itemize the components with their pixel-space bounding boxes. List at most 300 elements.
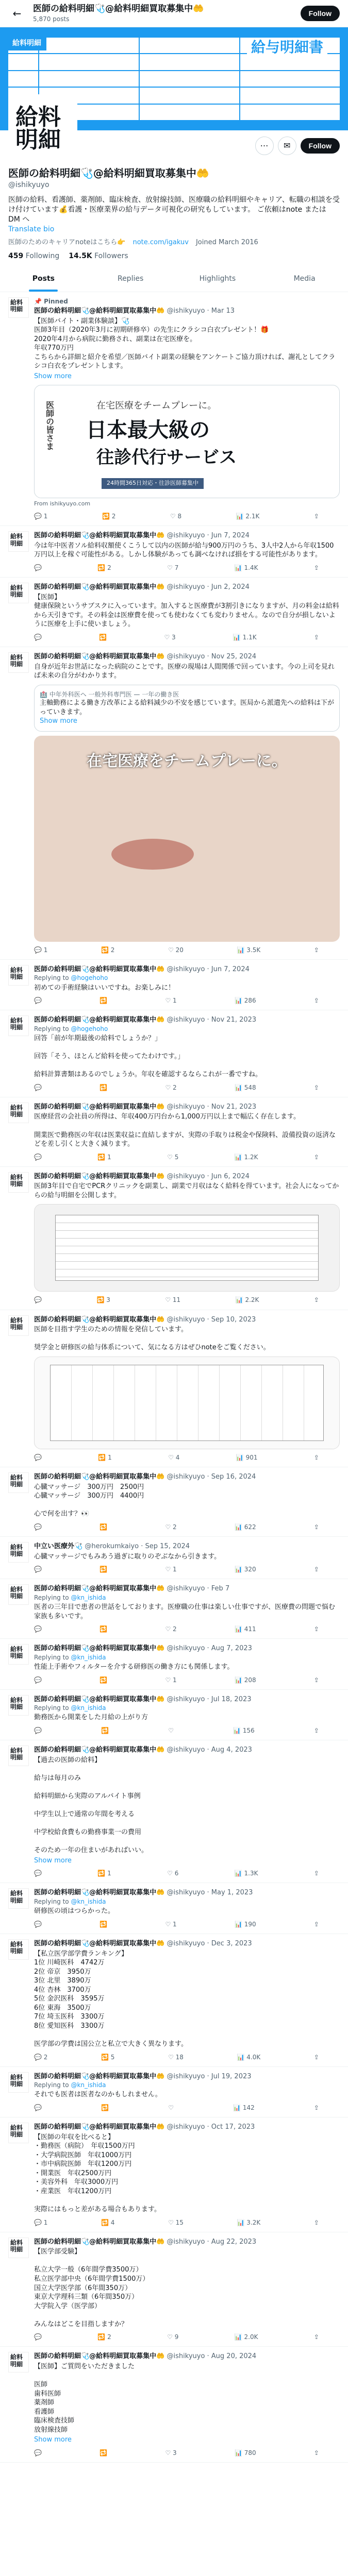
- tweet[interactable]: [0, 1579, 348, 1639]
- share-icon[interactable]: ⇪: [313, 1625, 319, 1633]
- tweet-text: 【私立医学部学費ランキング】 1位 川崎医科 4742万 2位 帝京 3950万 3位 北里 3890万 4位 杏林 3700万 5位 金沢医科 3595万 6位 東海 3500万 7位 埼玉医科 3300万 8位 愛知医科 3300万 医学部の学費は国公立と私立で大きく異なります。: [34, 1950, 188, 2048]
- views-icon[interactable]: 📊 1.1K: [233, 633, 257, 641]
- tweet[interactable]: [0, 1639, 348, 1689]
- tweet-avatar-text-1: 給料: [10, 1646, 23, 1653]
- views-icon[interactable]: 📊 901: [236, 1453, 258, 1461]
- tweet-text: 【医師バイト・副業体験談】🩺 医師3年目（2020年3月に初期研修卒）の先生にクラシコ白衣プレゼント！🎁 2020年4月から病院に勤務され、副業は在宅医療を。 年収770万円 こちらから詳細と紹介を希望／医師バイト副業の経験をアンケートご協力頂ければ、謝礼としてクラシコ白衣をプレゼントします。: [34, 317, 336, 370]
- tweet-header: [34, 652, 340, 662]
- tweet-handle-date: @ishikyuyo · Sep 16, 2024: [167, 1473, 256, 1481]
- tweet[interactable]: [0, 1883, 348, 1934]
- tweet-avatar-text-1: 給料: [10, 1696, 23, 1704]
- share-icon[interactable]: ⇪: [313, 513, 319, 520]
- profile-link[interactable]: note.com/igakuv: [132, 239, 189, 247]
- tweet[interactable]: [0, 1167, 348, 1310]
- tweet-avatar[interactable]: [8, 1584, 29, 1605]
- tweet[interactable]: [0, 578, 348, 647]
- retweet-icon[interactable]: 🔁: [99, 633, 107, 641]
- tweet-text: 心臓マッサージでもみあう過ぎに取りのぞぶなから引きます。: [34, 1552, 221, 1561]
- like-icon[interactable]: ♡ 2: [165, 1083, 177, 1091]
- tweet[interactable]: [0, 1097, 348, 1167]
- reply-icon[interactable]: 💬: [34, 2449, 42, 2456]
- tweet-avatar[interactable]: [8, 2123, 29, 2143]
- like-icon[interactable]: ♡: [168, 1727, 174, 1734]
- tweet-avatar-text-1: 給料: [10, 1316, 23, 1324]
- tweet-author[interactable]: 医師の給料明細🩺@給料明細買取募集中🤲: [34, 2123, 165, 2131]
- tweet-avatar-text-2: 明細: [10, 1592, 23, 1600]
- tab-media[interactable]: Media: [293, 274, 316, 283]
- retweet-icon[interactable]: 🔁: [101, 2104, 109, 2111]
- quote-text: 主軸勤務による働き方改革による給料減少の不安を感じています。医局から派遣先への給料は下がっていきます。: [40, 699, 334, 716]
- like-icon[interactable]: ♡ 18: [168, 2053, 184, 2061]
- tweet-text: 【過去の医師の給料】 給与は毎月のみ 給料明細から実際のアルバイト事例 中学生以上で通常の年間を考える 中学校給食費もの勤務事業一の費用 そのため一年の住まいがあればいい。: [34, 1756, 148, 1855]
- tweet-author[interactable]: 医師の給料明細🩺@給料明細買取募集中🤲: [34, 1473, 165, 1481]
- tweet-author[interactable]: 医師の給料明細🩺@給料明細買取募集中🤲: [34, 1645, 165, 1653]
- following-count: 459: [8, 252, 24, 260]
- show-more-link[interactable]: Show more: [34, 1856, 72, 1865]
- tweet-author[interactable]: 医師の給料明細🩺@給料明細買取募集中🤲: [34, 2072, 165, 2080]
- tweet-avatar-text-2: 明細: [10, 1652, 23, 1660]
- tweet-avatar[interactable]: [8, 1695, 29, 1716]
- reply-icon[interactable]: 💬: [34, 1153, 42, 1161]
- retweet-icon[interactable]: 🔁 2: [97, 2333, 111, 2341]
- retweet-icon[interactable]: 🔁: [100, 1566, 108, 1573]
- tweet-avatar[interactable]: [8, 2072, 29, 2093]
- tweet[interactable]: [0, 1690, 348, 1740]
- tweet-handle-date: @ishikyuyo · Jul 19, 2023: [167, 2072, 252, 2080]
- tweet-body: [34, 2123, 340, 2227]
- tweet[interactable]: [0, 960, 348, 1010]
- tweet[interactable]: [0, 526, 348, 578]
- tweet-avatar[interactable]: [8, 2238, 29, 2258]
- tweet[interactable]: [0, 2067, 348, 2117]
- quoted-tweet[interactable]: [34, 685, 340, 732]
- tweet-text: 【医学部受験】 私立大学一般（6年間学費3500万） 私立医学部中央（6年間学費1500万） 国立大学医学部（6年間350万） 東京大学理科三類（6年間350万） 大学院入学（医学部） みんなはどこを目指しますか？: [34, 2248, 150, 2328]
- tweet-text: 心臓マッサージ 300万円 2500円 心臓マッサージ 300万円 4400円 心で何を出す？👀: [34, 1483, 144, 1518]
- tweet-author[interactable]: 医師の給料明細🩺@給料明細買取募集中🤲: [34, 1889, 165, 1897]
- tweet-avatar-text-1: 給料: [10, 966, 23, 974]
- reply-icon[interactable]: 💬: [34, 1523, 42, 1531]
- tweet-handle-date: @ishikyuyo · Nov 21, 2023: [167, 1016, 257, 1024]
- tweet-text: 今は年中医者ソル給料収額使くこうして以内の医師が給与900万円のうち、3人中2人から年収1500万円以上を稼ぐ可能性がある。しかし体験があっても調べなければ損をする可能性があります。: [34, 541, 334, 559]
- reply-handle[interactable]: @kn_ishida: [71, 2081, 106, 2089]
- views-icon[interactable]: 📊 3.5K: [237, 946, 261, 954]
- tweet-actions: [34, 1296, 340, 1304]
- tweet-avatar[interactable]: [8, 1172, 29, 1193]
- like-icon[interactable]: ♡ 1: [165, 1920, 177, 1928]
- reply-icon[interactable]: 💬: [34, 1566, 42, 1573]
- reply-icon[interactable]: 💬: [34, 564, 42, 572]
- tweet-text: 初めての手術経験はいいですね。お楽しみに！: [34, 984, 175, 992]
- like-icon[interactable]: ♡ 4: [168, 1453, 180, 1461]
- tweet[interactable]: [0, 1537, 348, 1579]
- retweet-icon[interactable]: 🔁: [100, 1920, 108, 1928]
- like-icon[interactable]: ♡ 15: [168, 2218, 184, 2226]
- reply-icon[interactable]: 💬: [34, 1453, 42, 1461]
- share-icon[interactable]: ⇪: [313, 2449, 319, 2456]
- image-big-text: 日本最大級の: [86, 418, 210, 443]
- tweet-avatar-text-2: 明細: [10, 660, 23, 668]
- like-icon[interactable]: ♡ 2: [165, 1625, 177, 1633]
- reply-handle[interactable]: @kn_ishida: [71, 1898, 106, 1906]
- profile-bio: [8, 195, 340, 234]
- tweet-avatar-text-1: 給料: [10, 533, 23, 540]
- tweet[interactable]: [0, 1310, 348, 1467]
- tweet-actions: [34, 1153, 340, 1161]
- views-icon[interactable]: 📊 548: [234, 1083, 256, 1091]
- top-bar-title-block: [33, 3, 301, 23]
- retweet-icon[interactable]: 🔁 5: [101, 2053, 115, 2061]
- views-icon[interactable]: 📊 2.0K: [234, 2333, 258, 2341]
- more-options-icon[interactable]: ⋯: [255, 137, 274, 155]
- banner-side-label: 給料明細: [7, 37, 46, 50]
- tweet-body: [34, 1644, 340, 1684]
- retweet-icon[interactable]: 🔁: [100, 997, 108, 1005]
- tweet-avatar[interactable]: [8, 652, 29, 673]
- tweet-actions: [34, 512, 340, 520]
- tweet-author[interactable]: 医師の給料明細🩺@給料明細買取募集中🤲: [34, 307, 165, 315]
- retweet-icon[interactable]: 🔁 1: [97, 1153, 111, 1161]
- tweet-actions: [34, 2333, 340, 2341]
- tweet-avatar-text-2: 明細: [10, 2131, 23, 2139]
- tweet-body: [34, 1015, 340, 1092]
- reply-icon[interactable]: 💬: [34, 2333, 42, 2341]
- views-icon[interactable]: 📊 780: [234, 2449, 256, 2456]
- tweet-avatar[interactable]: [8, 1015, 29, 1036]
- reply-icon[interactable]: 💬: [34, 1727, 42, 1734]
- like-icon[interactable]: ♡ 8: [170, 513, 182, 520]
- share-icon[interactable]: ⇪: [313, 564, 319, 572]
- views-icon[interactable]: 📊 1.4K: [234, 564, 258, 572]
- share-icon[interactable]: ⇪: [313, 1083, 319, 1091]
- tweet-avatar-text-2: 明細: [10, 1550, 23, 1558]
- tweet-body: [34, 2238, 340, 2342]
- follow-button-top[interactable]: Follow: [301, 6, 340, 21]
- tweet-avatar[interactable]: [8, 1745, 29, 1766]
- tweet-text: 医療経営の会社員の所得は、年収400万円台から1,000万円以上まで幅広く存在します。 開業医で勤務医の年収は医業収益に直結しますが、実際の手取りは税金や保険料、設備投資の返済などを差し引くと大きく減ります。: [34, 1113, 336, 1148]
- tweet[interactable]: [0, 2232, 348, 2347]
- profile-avatar[interactable]: [8, 94, 77, 163]
- retweet-icon[interactable]: 🔁: [100, 1083, 108, 1091]
- tweet-author[interactable]: 医師の給料明細🩺@給料明細買取募集中🤲: [34, 1585, 165, 1593]
- tweet-header: [34, 1015, 340, 1025]
- tab-posts[interactable]: Posts: [0, 266, 87, 292]
- tweet-header: [34, 1172, 340, 1181]
- tweet-avatar-text-2: 明細: [10, 591, 23, 599]
- tweet-author[interactable]: 医師の給料明細🩺@給料明細買取募集中🤲: [34, 1172, 165, 1180]
- tweet-author[interactable]: 医師の給料明細🩺@給料明細買取募集中🤲: [34, 1315, 165, 1324]
- tweet-author[interactable]: 医師の給料明細🩺@給料明細買取募集中🤲: [34, 1016, 165, 1024]
- tweet-author[interactable]: 医師の給料明細🩺@給料明細買取募集中🤲: [34, 1695, 165, 1703]
- tweet[interactable]: [0, 292, 348, 527]
- retweet-icon[interactable]: 🔁 4: [101, 2218, 115, 2226]
- like-icon[interactable]: ♡ 1: [165, 1676, 177, 1684]
- tweet-avatar-text-1: 給料: [10, 2124, 23, 2132]
- views-icon[interactable]: 📊 411: [234, 1625, 256, 1633]
- tweet-avatar[interactable]: [8, 1103, 29, 1123]
- reply-icon[interactable]: 💬: [34, 1083, 42, 1091]
- tweet[interactable]: [0, 1740, 348, 1883]
- share-icon[interactable]: ⇪: [313, 1870, 319, 1877]
- tweet-header: [34, 1584, 340, 1594]
- reply-icon[interactable]: 💬 1: [34, 946, 48, 954]
- tweet-avatar[interactable]: [8, 583, 29, 603]
- share-icon[interactable]: ⇪: [313, 633, 319, 641]
- tweet-handle-date: @ishikyuyo · Nov 25, 2024: [167, 653, 257, 661]
- share-icon[interactable]: ⇪: [313, 1676, 319, 1684]
- tweet-avatar-text-1: 給料: [10, 2239, 23, 2246]
- share-icon[interactable]: ⇪: [313, 946, 319, 954]
- pinned-label: 📌 Pinned: [34, 297, 68, 305]
- tweet-body: [34, 1695, 340, 1735]
- retweet-icon[interactable]: 🔁: [100, 1625, 108, 1633]
- tweet-avatar[interactable]: [8, 1644, 29, 1665]
- like-icon[interactable]: ♡ 6: [167, 1870, 179, 1877]
- share-icon[interactable]: ⇪: [313, 1153, 319, 1161]
- views-icon[interactable]: 📊 208: [234, 1676, 256, 1684]
- reply-icon[interactable]: 💬 1: [34, 2218, 48, 2226]
- tab-highlights[interactable]: Highlights: [199, 274, 236, 283]
- tweet-avatar[interactable]: [8, 1472, 29, 1493]
- tweet-avatar-text-2: 明細: [10, 973, 23, 980]
- tweet-avatar[interactable]: [8, 531, 29, 552]
- like-icon[interactable]: ♡ 2: [165, 1523, 177, 1531]
- retweet-icon[interactable]: 🔁 1: [97, 1870, 111, 1877]
- tweet-header: [34, 1644, 340, 1653]
- like-icon[interactable]: ♡: [168, 2104, 174, 2111]
- tweet-avatar[interactable]: [8, 1542, 29, 1563]
- tweet-author[interactable]: 医師の給料明細🩺@給料明細買取募集中🤲: [34, 1103, 165, 1111]
- share-icon[interactable]: ⇪: [313, 997, 319, 1005]
- reply-handle[interactable]: @hogehoho: [71, 974, 108, 982]
- tweet-actions: [34, 1676, 340, 1684]
- share-icon[interactable]: ⇪: [313, 1727, 319, 1734]
- reply-icon[interactable]: 💬: [34, 1920, 42, 1928]
- profile-handle: @ishikyuyo: [8, 181, 49, 189]
- views-icon[interactable]: 📊 2.2K: [235, 1296, 259, 1304]
- tweet-handle-date: @ishikyuyo · Sep 10, 2023: [167, 1315, 256, 1324]
- tweet-avatar[interactable]: [8, 297, 29, 318]
- tweet-author[interactable]: 医師の給料明細🩺@給料明細買取募集中🤲: [34, 965, 165, 973]
- tweet-header: [34, 2352, 340, 2361]
- views-icon[interactable]: 📊 3.2K: [237, 2218, 261, 2226]
- tweet-avatar-text-1: 給料: [10, 1940, 23, 1948]
- retweet-icon[interactable]: 🔁: [100, 2449, 108, 2456]
- timeline: [0, 292, 348, 2463]
- like-icon[interactable]: ♡ 5: [167, 1153, 179, 1161]
- tweet-image-document[interactable]: [34, 1204, 340, 1292]
- tweet-handle-date: @ishikyuyo · Nov 21, 2023: [167, 1103, 257, 1111]
- tweet-header: [34, 2238, 340, 2247]
- follow-stats: [8, 251, 340, 261]
- tweet-header: [34, 2123, 340, 2132]
- media-source[interactable]: From ishikyuyo.com: [34, 500, 91, 507]
- tweet-avatar[interactable]: [8, 2352, 29, 2372]
- share-icon[interactable]: ⇪: [313, 2218, 319, 2226]
- quote-show-more[interactable]: Show more: [40, 717, 77, 725]
- tab-replies[interactable]: Replies: [117, 274, 144, 283]
- tweet-actions: [34, 1083, 340, 1092]
- document-table: [55, 1215, 319, 1281]
- reply-icon[interactable]: 💬: [34, 633, 42, 641]
- reply-icon[interactable]: 💬: [34, 997, 42, 1005]
- tweet-body: [34, 652, 340, 954]
- tweet-handle-date: @ishikyuyo · Mar 13: [167, 307, 235, 315]
- reply-handle[interactable]: @kn_ishida: [71, 1653, 106, 1661]
- tweet-handle-date: @ishikyuyo · Jun 2, 2024: [167, 583, 250, 591]
- tweet-header: [34, 1315, 340, 1325]
- like-icon[interactable]: ♡ 3: [165, 2449, 177, 2456]
- share-icon[interactable]: ⇪: [313, 1920, 319, 1928]
- tweet-avatar-text-2: 明細: [10, 1754, 23, 1761]
- tweet-actions: [34, 633, 340, 641]
- bio-text: 医師の給料、看護師、薬剤師、臨床検査、放射線技師、医療職の給料明細やキャリア、転職の相談を受け付けています💰看護・医療業界の給与データ可視化の研究もしています。 ご依頼はnote または DM へ: [8, 195, 340, 224]
- retweet-icon[interactable]: 🔁 2: [102, 513, 116, 520]
- like-icon[interactable]: ♡ 11: [165, 1296, 181, 1304]
- share-icon[interactable]: ⇪: [313, 1566, 319, 1573]
- reply-handle[interactable]: @hogehoho: [71, 1025, 108, 1032]
- tweet-image[interactable]: [34, 385, 340, 498]
- tweet-handle-date: @ishikyuyo · Jun 7, 2024: [167, 532, 250, 540]
- views-icon[interactable]: 📊 190: [234, 1920, 256, 1928]
- tweet-author[interactable]: 医師の給料明細🩺@給料明細買取募集中🤲: [34, 532, 165, 540]
- views-icon[interactable]: 📊 286: [234, 997, 256, 1005]
- tweet-avatar-text-1: 給料: [10, 2073, 23, 2081]
- tweet-body: [34, 531, 340, 572]
- tweet-text: 医者の三年目で患者の世話をしております。医療職の仕事は楽しい仕事ですが、医療費の問題で悩む家族も多いです。: [34, 1603, 335, 1620]
- followers-link[interactable]: [69, 251, 128, 261]
- avatar-text-2: 明細: [15, 127, 61, 153]
- share-icon[interactable]: ⇪: [313, 1296, 319, 1304]
- views-icon[interactable]: 📊 142: [233, 2104, 255, 2111]
- views-icon[interactable]: 📊 4.0K: [237, 2053, 261, 2061]
- like-icon[interactable]: ♡ 1: [165, 997, 177, 1005]
- translate-bio-link[interactable]: Translate bio: [8, 225, 55, 233]
- tweet-handle-date: @herokumkaiyo · Sep 15, 2024: [85, 1542, 190, 1550]
- tweet-header: [34, 1888, 340, 1897]
- tweet-avatar[interactable]: [8, 965, 29, 986]
- tweet-author[interactable]: 医師の給料明細🩺@給料明細買取募集中🤲: [34, 2238, 165, 2246]
- share-icon[interactable]: ⇪: [313, 2104, 319, 2111]
- message-icon[interactable]: ✉: [278, 137, 296, 155]
- image-big-text-2: 往診代行サービス: [96, 447, 237, 468]
- tweet-avatar-text-1: 給料: [10, 1586, 23, 1594]
- tweet[interactable]: [0, 647, 348, 960]
- retweet-icon[interactable]: 🔁: [101, 1727, 109, 1734]
- tweet-avatar-text-1: 給料: [10, 654, 23, 662]
- tweet[interactable]: [0, 1467, 348, 1537]
- reply-icon[interactable]: 💬: [34, 1625, 42, 1633]
- reply-icon[interactable]: 💬: [34, 2104, 42, 2111]
- show-more-link[interactable]: Show more: [34, 372, 72, 380]
- tweet-author[interactable]: 医師の給料明細🩺@給料明細買取募集中🤲: [34, 1939, 165, 1947]
- tweet[interactable]: [0, 2347, 348, 2463]
- tweet[interactable]: [0, 1934, 348, 2067]
- tweet-avatar[interactable]: [8, 1888, 29, 1909]
- tweet-avatar-text-2: 明細: [10, 1481, 23, 1488]
- tweet-header: [34, 531, 340, 540]
- reply-icon[interactable]: 💬: [34, 1676, 42, 1684]
- reply-handle[interactable]: @kn_ishida: [71, 1704, 106, 1712]
- reply-icon[interactable]: 💬: [34, 1296, 42, 1304]
- follow-button[interactable]: Follow: [301, 138, 340, 154]
- retweet-icon[interactable]: 🔁 2: [101, 946, 115, 954]
- reply-handle[interactable]: @kn_ishida: [71, 1594, 106, 1601]
- views-icon[interactable]: 📊 1.2K: [234, 1153, 258, 1161]
- share-icon[interactable]: ⇪: [313, 1523, 319, 1531]
- tweet[interactable]: [0, 2117, 348, 2232]
- tweet-body: [34, 2352, 340, 2457]
- reply-icon[interactable]: 💬 2: [34, 2053, 48, 2061]
- back-arrow-icon[interactable]: ←: [12, 7, 22, 20]
- views-icon[interactable]: 📊 622: [234, 1523, 256, 1531]
- tweet-header: [34, 307, 340, 316]
- retweet-icon[interactable]: 🔁: [100, 1676, 108, 1684]
- views-icon[interactable]: 📊 1.3K: [234, 1870, 258, 1877]
- views-icon[interactable]: 📊 320: [234, 1566, 256, 1573]
- tweet-image-table[interactable]: [34, 1357, 340, 1449]
- tweet-avatar[interactable]: [8, 1939, 29, 1960]
- tweet-header: [34, 1939, 340, 1948]
- tweet-text: 性能上手術やフィルターを介する研修医の働き方にも関係します。: [34, 1663, 234, 1671]
- like-icon[interactable]: ♡ 3: [164, 633, 176, 641]
- tweet-author[interactable]: 医師の給料明細🩺@給料明細買取募集中🤲: [34, 2352, 165, 2361]
- retweet-icon[interactable]: 🔁 2: [97, 564, 111, 572]
- tweet-avatar-text-2: 明細: [10, 2080, 23, 2088]
- views-icon[interactable]: 📊 156: [233, 1727, 255, 1734]
- tweet-avatar-text-2: 明細: [10, 2360, 23, 2368]
- video-caption: 在宅医療をチームプレーに。: [87, 752, 287, 770]
- retweet-icon[interactable]: 🔁: [100, 1523, 108, 1531]
- reply-icon[interactable]: 💬 1: [34, 513, 48, 520]
- tweet-author[interactable]: 医師の給料明細🩺@給料明細買取募集中🤲: [34, 583, 165, 591]
- tweet-avatar-text-1: 給料: [10, 584, 23, 592]
- tweet-author[interactable]: 医師の給料明細🩺@給料明細買取募集中🤲: [34, 653, 165, 661]
- replying-to: Replying to @kn_ishida: [34, 1704, 106, 1712]
- retweet-icon[interactable]: 🔁 1: [98, 1453, 112, 1461]
- tweet-text: 【医師の年収を比べると】 ・勤務医（病院） 年収1500万円 ・大学病院医師 年収1000万円 ・市中病院医師 年収1200万円 ・開業医 年収2500万円 ・美容外科 年収3000万円 ・産業医 年収1200万円 実際にはもっと差がある場合もあります。: [34, 2133, 161, 2214]
- tweet-avatar-text-2: 明細: [10, 539, 23, 547]
- show-more-link[interactable]: Show more: [34, 2436, 72, 2444]
- post-count: 5,870 posts: [33, 15, 70, 23]
- tweet-video[interactable]: [34, 736, 340, 942]
- tweet-body: [34, 1472, 340, 1531]
- tweet-author[interactable]: 中立い医療外🩺: [34, 1542, 83, 1550]
- like-icon[interactable]: ♡ 7: [167, 564, 179, 572]
- share-icon[interactable]: ⇪: [313, 1453, 319, 1461]
- like-icon[interactable]: ♡ 1: [165, 1566, 177, 1573]
- replying-to: Replying to @kn_ishida: [34, 2081, 106, 2089]
- profile-actions: [255, 137, 340, 155]
- retweet-icon[interactable]: 🔁 3: [96, 1296, 110, 1304]
- tweet-avatar[interactable]: [8, 1315, 29, 1336]
- following-link[interactable]: [8, 251, 59, 261]
- tweet[interactable]: [0, 1010, 348, 1097]
- tweet-text: 【医師】 健康保険というサブスクに入っています。加入すると医療費が3割引きになりますが、月の料金は給料から天引きです。その料金は医療費を使っても使わなくても変わりません。なので自分が損しないように医療を上手に使いましょう。: [34, 593, 339, 629]
- views-icon[interactable]: 📊 2.1K: [236, 513, 260, 520]
- tweet-body: [34, 1315, 340, 1462]
- tweet-author[interactable]: 医師の給料明細🩺@給料明細買取募集中🤲: [34, 1746, 165, 1754]
- tweet-header: [34, 1103, 340, 1112]
- like-icon[interactable]: ♡ 20: [168, 946, 184, 954]
- share-icon[interactable]: ⇪: [313, 2053, 319, 2061]
- tweet-actions: [34, 1726, 340, 1735]
- like-icon[interactable]: ♡ 9: [167, 2333, 179, 2341]
- share-icon[interactable]: ⇪: [313, 2333, 319, 2341]
- tweet-actions: [34, 1453, 340, 1462]
- tweet-handle-date: @ishikyuyo · Aug 20, 2024: [167, 2352, 257, 2361]
- tweet-header: [34, 1695, 340, 1704]
- reply-icon[interactable]: 💬: [34, 1870, 42, 1877]
